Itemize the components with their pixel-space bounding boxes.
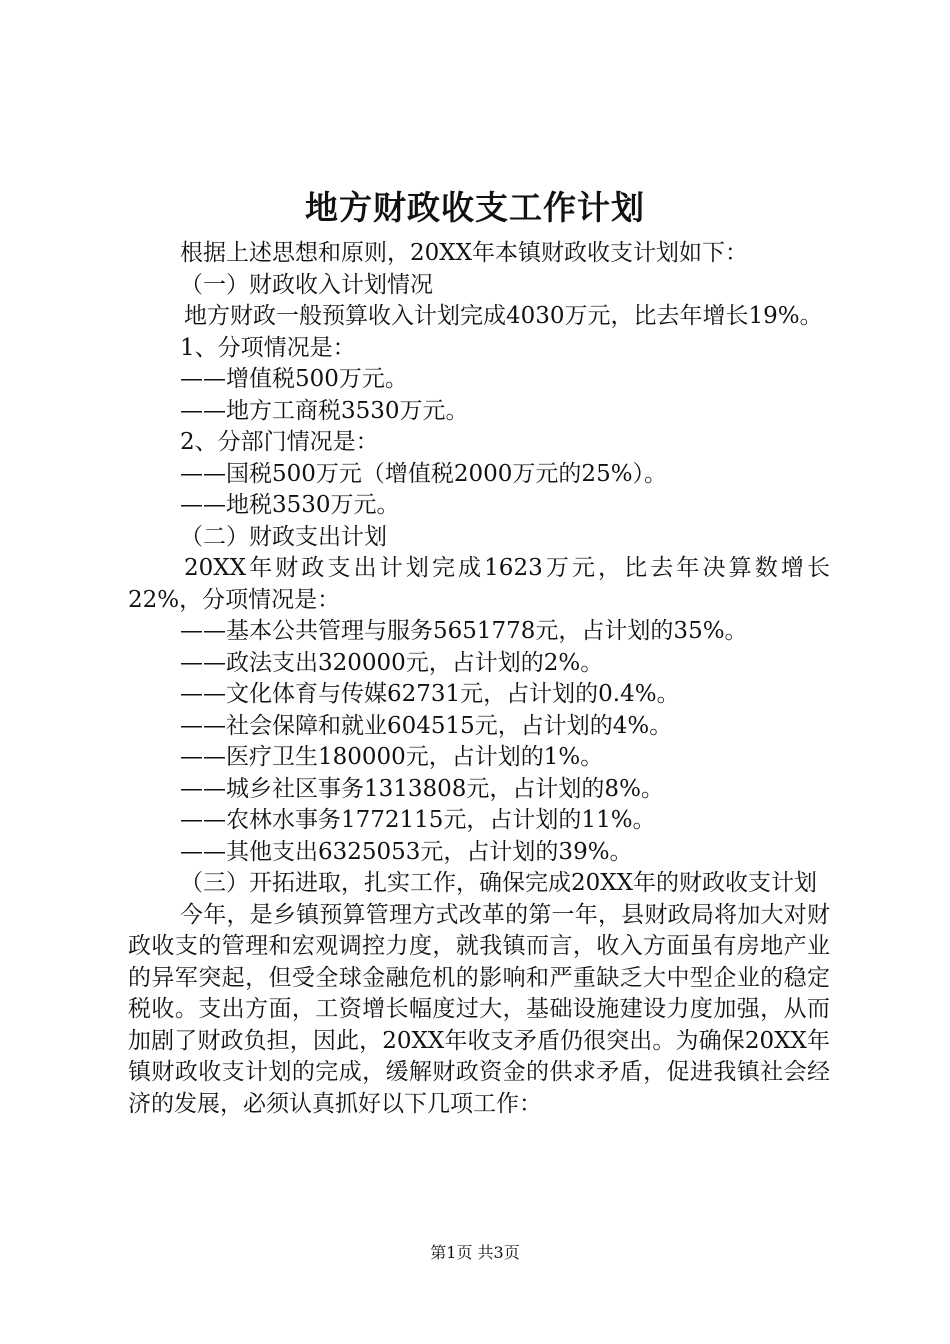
list-item: ——社会保障和就业604515元，占计划的4%。 [180, 712, 673, 739]
list-item: ——国税500万元（增值税2000万元的25%）。 [180, 460, 668, 487]
paragraph-expenditure-total: 20XX年财政支出计划完成1623万元，比去年决算数增长22%，分项情况是： [128, 555, 830, 613]
section-heading-revenue: （一）财政收入计划情况 [180, 271, 433, 298]
subheading-by-department: 2、分部门情况是： [180, 429, 379, 455]
section-heading-work: （三）开拓进取，扎实工作，确保完成20XX年的财政收支计划 [180, 870, 818, 896]
list-item: ——医疗卫生180000元，占计划的1%。 [180, 744, 604, 770]
list-item: ——基本公共管理与服务5651778元，占计划的35%。 [180, 618, 748, 644]
subheading-by-item: 1、分项情况是： [180, 334, 356, 361]
page-footer: 第1页 共3页 [430, 1243, 520, 1262]
list-item: ——增值税500万元。 [180, 366, 408, 392]
list-item: ——政法支出320000元，占计划的2%。 [180, 649, 604, 676]
document-body [128, 238, 830, 1120]
list-item: ——地方工商税3530万元。 [180, 397, 469, 424]
section-heading-expenditure: （二）财政支出计划 [180, 523, 387, 550]
document-title: 地方财政收支工作计划 [305, 188, 645, 227]
list-item: ——城乡社区事务1313808元，占计划的8%。 [180, 775, 664, 802]
paragraph-revenue-total: 地方财政一般预算收入计划完成4030万元，比去年增长19%。 [184, 303, 823, 329]
list-item: ——其他支出6325053元，占计划的39%。 [180, 838, 633, 865]
list-item: ——地税3530万元。 [180, 492, 400, 518]
paragraph-work-details: 今年，是乡镇预算管理方式改革的第一年，县财政局将加大对财政收支的管理和宏观调控力度，就我镇而言，收入方面虽有房地产业的异军突起，但受全球金融危机的影响和严重缺乏大中型企业的稳定税收。支出方面，工资增长幅度过大，基础设施建设力度加强，从而加剧了财政负担，因此，20XX年收支矛盾仍很突出。为确保20XX年镇财政收支计划的完成，缓解财政资金的供求矛盾，促进我镇社会经济的发展，必须认真抓好以下几项工作： [128, 901, 830, 1117]
list-item: ——农林水事务1772115元，占计划的11%。 [180, 807, 656, 833]
list-item: ——文化体育与传媒62731元，占计划的0.4%。 [180, 681, 680, 707]
paragraph-intro: 根据上述思想和原则，20XX年本镇财政收支计划如下： [180, 240, 749, 266]
